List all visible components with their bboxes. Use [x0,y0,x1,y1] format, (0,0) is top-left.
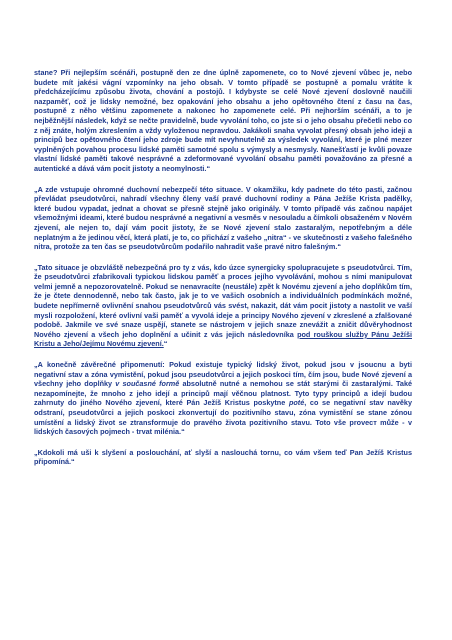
paragraph-4-text-b: absolutně nutné a nemohou se stát starými či zastaralými. Také nezapomínejte, že mnoho z jeho idejí a principů mají věčnou platnost. Tyto typy principů a idejí budou zahrnuty do jiného Nového zjevení, které Pán Ježíš Kristus poskytne [34,379,413,408]
paragraph-3-end: “ [163,339,168,349]
paragraph-4-text-c: , co se negativní stav navěky odstraní, pseudotvůrci a jejich poskoci zkonvertují do pozitivního stavu, zóna vymistění se stane zónou umístění a lidský život se ztransformuje do pravého života pozitivního stavu. Toto vše proveст může - v lidských časových pojmech - trvat milénia.“ [34,398,412,437]
paragraph-1: stane? Při nejlepším scénáři, postupně den ze dne úplně zapomenete, co to Nové zjevení vůbec je, nebo budete mít jakési vágní vzpomínky na jeho obsah. V tomto případě se postupně a pomalu vrátíte k předcházejícímu způsobu života, chování a postojů. I kdybyste se celé Nové zjevení doslovně naučili nazpaměť, což je lidsky nemožné, bez opakování jeho obsahu a jeho opětovného čtení z času na čas, postupně z něho většinu zapomenete a nakonec ho zapomenete celé. Při nejhorším scénáři, a to je nejběžnější následek, když se nečte pravidelně, bude vyvolání toho, co jste si o jeho obsahu přečetli nebo co z něj znáte, holým zkreslením a vždy vyloženou nepravdou. Jakákoli snaha vyvolat přesný obsah jeho ideji a principů bez opětovného čtení jeho zdroje bude mít nevyhnutelně za výsledek vyvolání, které je plné mezer vyplněných povahou procesu lidské paměti samotné spolu s výmysly a nesmysly. Nanešťastí je kvůli povaze vlastní lidské paměti takové nesprávné a zdeformované vyvolání obsahu paměti považováno za přesné a autentické a dává vám pocit jistoty a neomylnosti.“ [34,68,412,173]
paragraph-2: „A zde vstupuje ohromné duchovní nebezpečí této situace. V okamžiku, kdy padnete do této pasti, začnou převládat pseudotvůrci, nahradí všechny členy vaší pravé duchovní rodiny a Pána Ježíše Krista padělky, které budou vypadat, jednat a chovat se přesně stejně jako originály. V tomto případě vás začnou napájet všemožnými ideami, které budou nesprávné a negativní a vesměs v nesouladu a čímkoli obsaženém v Novém zjevení, ale nejen to, dají vám pocit jistoty, že se Nové zjevení stalo zastaralým, nepotřebným a déle neplatným a že jedinou věcí, která platí, je to, co přichází z vašeho „nitra“ - ve skutečnosti z vašeho falešného nitra, protože za ten čas se pseudotvůrcům podařilo nahradit vaše pravé nitro falešným.“ [34,184,412,252]
paragraph-4 [34,360,412,437]
paragraph-3 [34,263,412,349]
italic-word-after: poté [288,398,305,408]
paragraph-5: „Kdokoli má uši k slyšení a poslouchání, ať slyší a naslouchá tornu, co vám všem teď Pan Ježíš Kristus připomíná.“ [34,447,412,467]
paragraph-3-text: „Tato situace je obzvláště nebezpečná pro ty z vás, kdo úzce synergicky spolupracujete s pseudotvůrci. Tím, že pseudotvůrci zfabrikovali typickou lidskou paměť a proces jejího vyvolávání, mohou s ními manipulovat velmi jemně a nepozorovatelně. Pokud se nenavracíte (neustále) zpět k Novému zjevení a jeho doplňkům tím, že je čtete dennodenně, nebo tak často, jak je to ve vašich osobních a individuálních podmínkách možné, budete nepřímerně ovlivnění snahou pseudotvůrců vás svést, nakazit, dát vám pocit jistoty a nastolit ve vaší mysli rozpoložení, které ovlivní vaši paměť a vyvolá ideje a principy Nového zjevení v zkreslené a zfalšované podobě. Jakmile ve své snaze uspějí, stanete se nástrojem v jejich snaze znevážit a zničit důvěryhodnost Nového zjevení a všech jeho doplnění a učinit z vás jejich následovníka [34,262,412,339]
italic-phrase-current-form: v současné formě [115,379,180,389]
document-body [34,68,412,478]
paragraph-4-text-a: „A konečně závěrečné připomenutí: Pokud existuje typický lidský život, pokud jsou v jsoucnu a byti negativní stav a zóna vymistění, pokud jsou pseudotvůrci a jejich poskoci tím, čím jsou, bude Nové zjevení a všechny jeho doplňky [34,360,412,389]
underlined-phrase: pod rouškou služby Pánu Ježíši Kristu a Jeho/Jejímu Novému zjevení. [34,329,412,349]
